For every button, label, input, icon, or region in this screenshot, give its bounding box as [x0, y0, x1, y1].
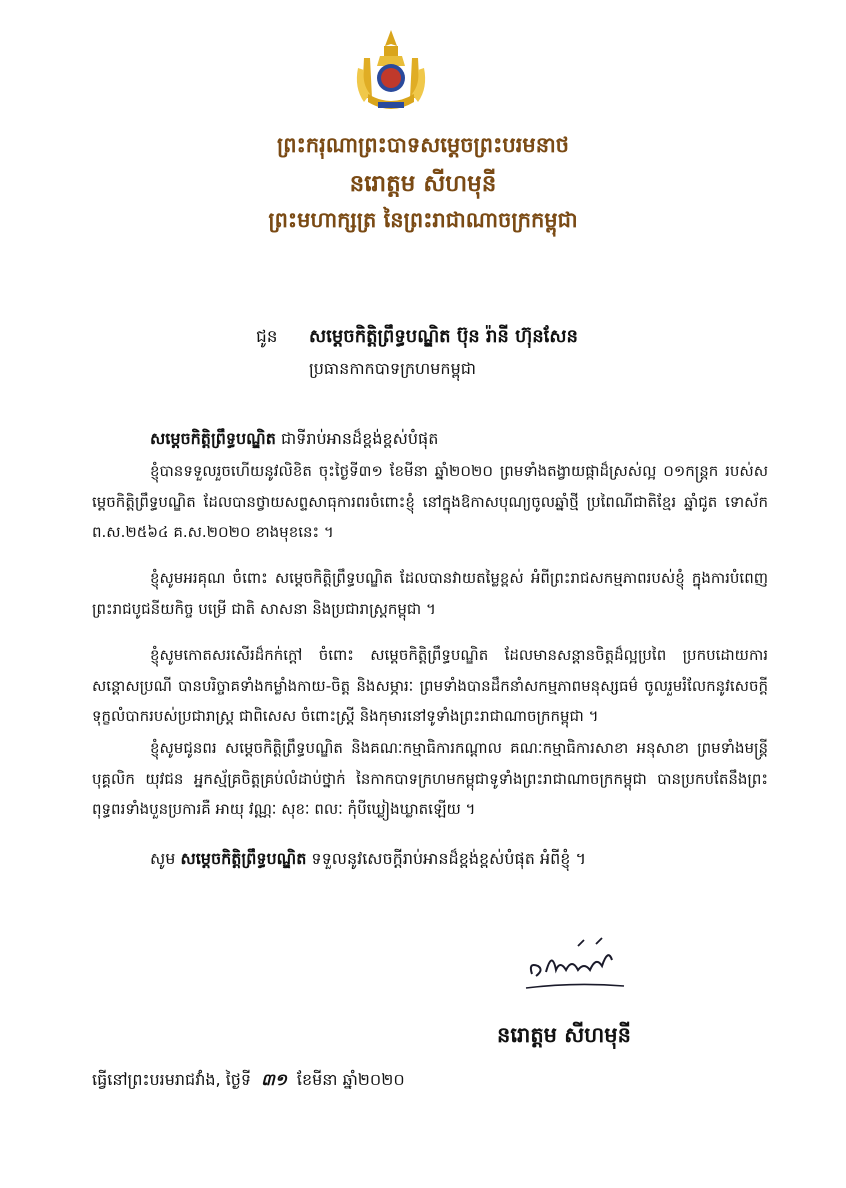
header-king-name: នរោត្តម សីហមុនី — [349, 171, 497, 197]
royal-emblem-icon — [350, 28, 432, 116]
salutation-name: សម្តេចកិត្តិព្រឹទ្ធបណ្ឌិត — [150, 429, 276, 448]
body-paragraph: ខ្ញុំសូមអរគុណ ចំពោះ សម្តេចកិត្តិព្រឹទ្ធបណ្ឌិត ដែលបានវាយតម្លៃខ្ពស់ អំពីព្រះរាជសកម្មភាពរបស់ខ្ញុំ ក្នុងការបំពេញព្រះរាជបូជនីយកិច្ច បម្រើ ជាតិ សាសនា និងប្រជារាស្ត្រកម្ពុជា ។ — [92, 569, 768, 618]
date-suffix: ខែមីនា ឆ្នាំ២០២០ — [296, 1070, 405, 1089]
signer-name: នរោត្តម សីហមុនី — [497, 1023, 631, 1047]
closing-prefix: សូម — [150, 849, 181, 868]
closing-line — [150, 848, 586, 872]
date-line — [92, 1069, 405, 1093]
header-kingdom: ព្រះមហាក្សត្រ នៃព្រះរាជាណាចក្រកម្ពុជា — [268, 208, 578, 232]
header-royal-title: ព្រះករុណាព្រះបាទសម្តេចព្រះបរមនាថ — [276, 133, 570, 157]
body-paragraph: ខ្ញុំសូមជូនពរ សម្តេចកិត្តិព្រឹទ្ធបណ្ឌិត និងគណៈកម្មាធិការកណ្តាល គណៈកម្មាធិការសាខា អនុសាខា ព្រមទាំងមន្ត្រី បុគ្គលិក យុវជន អ្នកស្ម័គ្រចិត្តគ្រប់លំដាប់ថ្នាក់ នៃកាកបាទក្រហមកម្ពុជាទូទាំងព្រះរាជាណាចក្រកម្ពុជា បានប្រកបតែនឹងព្រះពុទ្ធពរទាំងបួនប្រការគឺ អាយុ វណ្ណៈ សុខៈ ពលៈ កុំបីឃ្លៀងឃ្លាតឡើយ ។ — [92, 739, 768, 818]
salutation-text: ជាទីរាប់អានដ៏ខ្ពង់ខ្ពស់បំផុត — [275, 429, 439, 448]
date-prefix: ធ្វើនៅព្រះបរមរាជវាំង, ថ្ងៃទី — [92, 1070, 252, 1089]
closing-suffix: ទទួលនូវសេចក្តីរាប់អានដ៏ខ្ពង់ខ្ពស់បំផុត អំពីខ្ញុំ ។ — [306, 849, 587, 868]
recipient-label: ជូន — [256, 327, 278, 347]
salutation — [150, 428, 438, 452]
signature-icon — [518, 936, 628, 996]
recipient-name: សម្តេចកិត្តិព្រឹទ្ធបណ្ឌិត ប៊ុន រ៉ានី ហ៊ុនសែន — [309, 326, 578, 347]
body-paragraph: ខ្ញុំសូមកោតសរសើរដ៏កក់ក្តៅ ចំពោះ សម្តេចកិត្តិព្រឹទ្ធបណ្ឌិត ដែលមានសន្តានចិត្តដ៏ល្អប្រពៃ ប្រកបដោយការសន្តោសប្រណី បានបរិច្ចាគទាំងកម្លាំងកាយ-ចិត្ត និងសម្ភារៈ ព្រមទាំងបានដឹកនាំសកម្មភាពមនុស្សធម៌ ចូលរួមរំលែកនូវសេចក្តីទុក្ខលំបាករបស់ប្រជារាស្ត្រ ជាពិសេស ចំពោះស្ត្រី និងកុមារនៅទូទាំងព្រះរាជាណាចក្រកម្ពុជា ។ — [92, 646, 768, 725]
closing-name: សម្តេចកិត្តិព្រឹទ្ធបណ្ឌិត — [180, 849, 307, 868]
body-paragraph: ខ្ញុំបានទទួលរួចហើយនូវលិខិត ចុះថ្ងៃទី៣១ ខែមីនា ឆ្នាំ២០២០ ព្រមទាំងតង្វាយផ្កាដ៏ស្រស់ល្អ ០១កន្ត្រក របស់សម្តេចកិត្តិព្រឹទ្ធបណ្ឌិត ដែលបានថ្វាយសព្ទសាធុការពរចំពោះខ្ញុំ នៅក្នុងឱកាសបុណ្យចូលឆ្នាំថ្មី ប្រពៃណីជាតិខ្មែរ ឆ្នាំជូត ទោស័ក ព.ស.២៥៦៤ គ.ស.២០២០ ខាងមុខនេះ ។ — [92, 462, 768, 541]
recipient-title: ប្រធានកាកបាទក្រហមកម្ពុជា — [309, 359, 476, 378]
date-day: ៣១ — [261, 1070, 287, 1089]
